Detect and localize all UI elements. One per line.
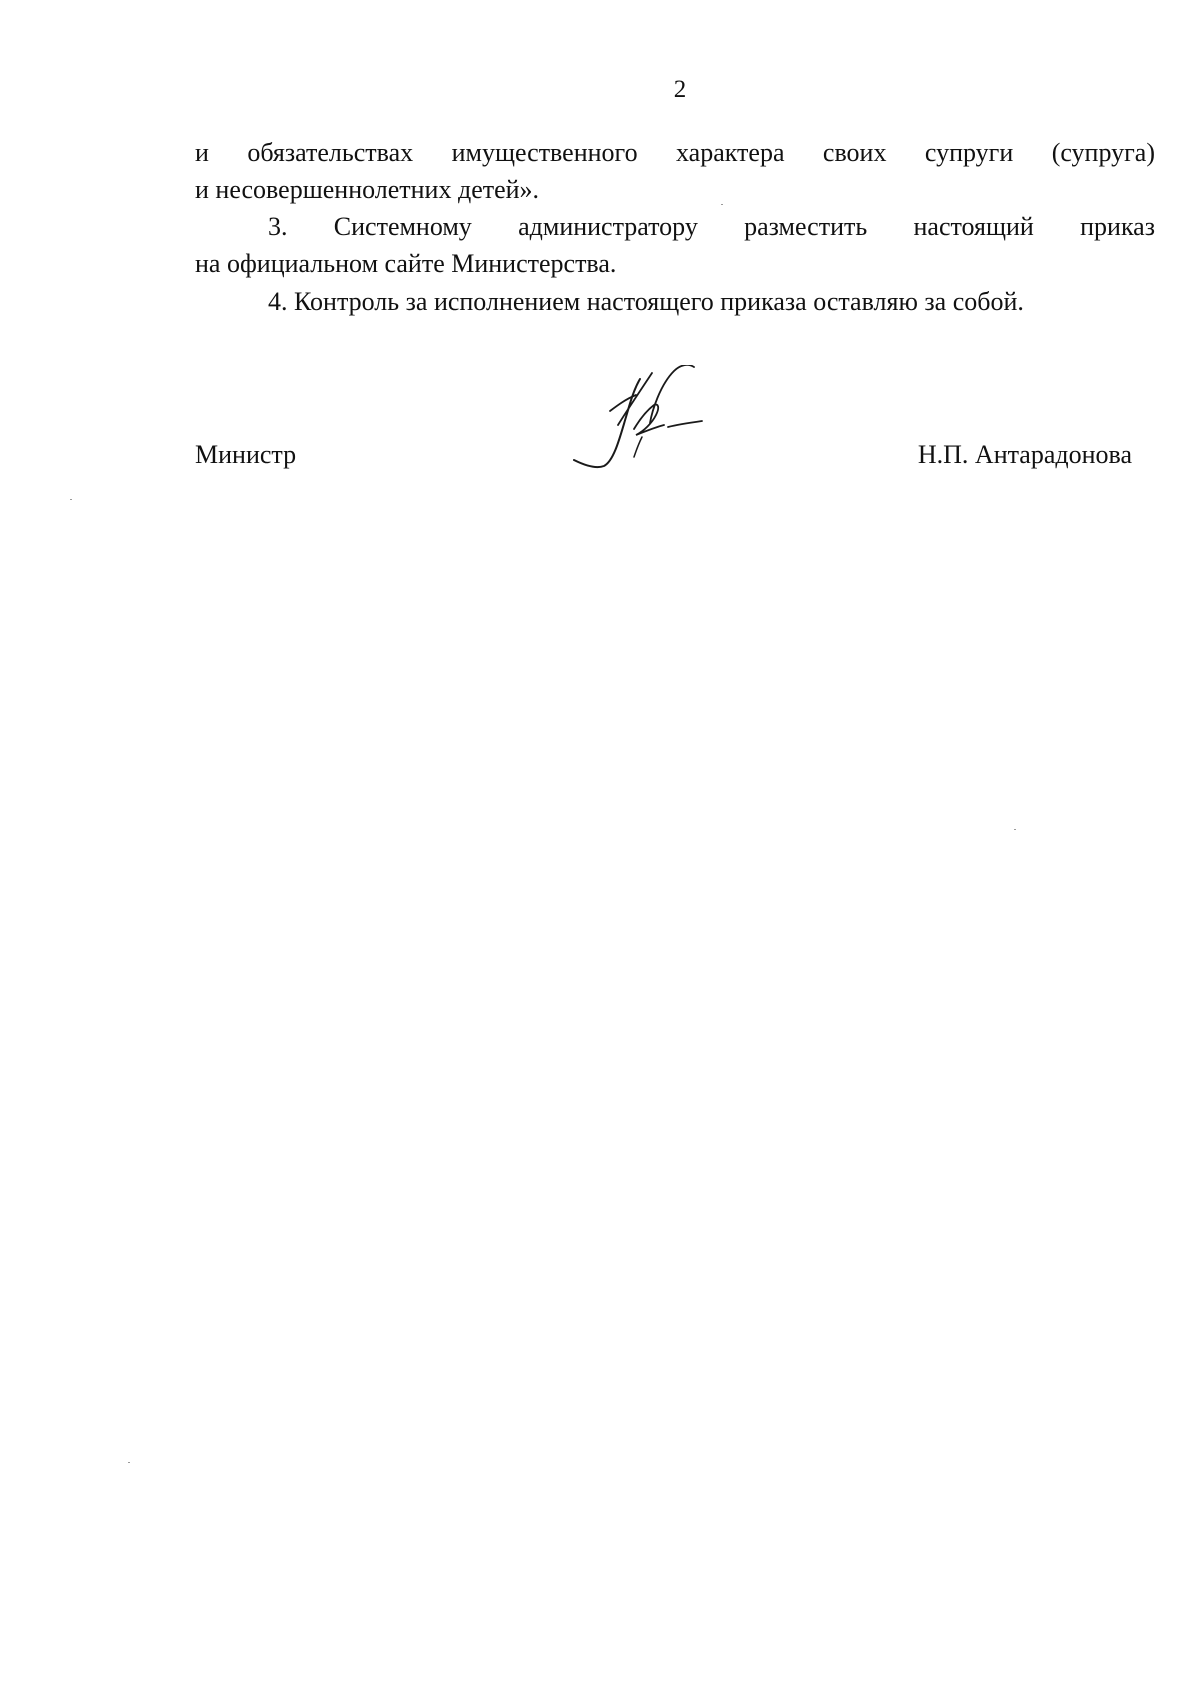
paragraph-2-line-1: и обязательствах имущественного характера своих супруги (супруга) [195,138,1155,167]
scan-speck [721,204,723,205]
handwritten-signature [570,365,720,475]
signatory-name: Н.П. Антарадонова [917,440,1132,469]
scan-speck [70,499,72,500]
page-number: 2 [673,76,687,103]
paragraph-3-line-2: на официальном сайте Министерства. [195,249,617,278]
scan-speck [128,1462,130,1463]
paragraph-3-line-1: 3. Системному администратору разместить настоящий приказ [268,212,1155,241]
scan-speck [1014,829,1016,830]
signatory-title: Министр [195,440,297,469]
paragraph-2-line-2: и несовершеннолетних детей». [195,175,540,204]
paragraph-4-line-1: 4. Контроль за исполнением настоящего приказа оставляю за собой. [268,287,1024,316]
